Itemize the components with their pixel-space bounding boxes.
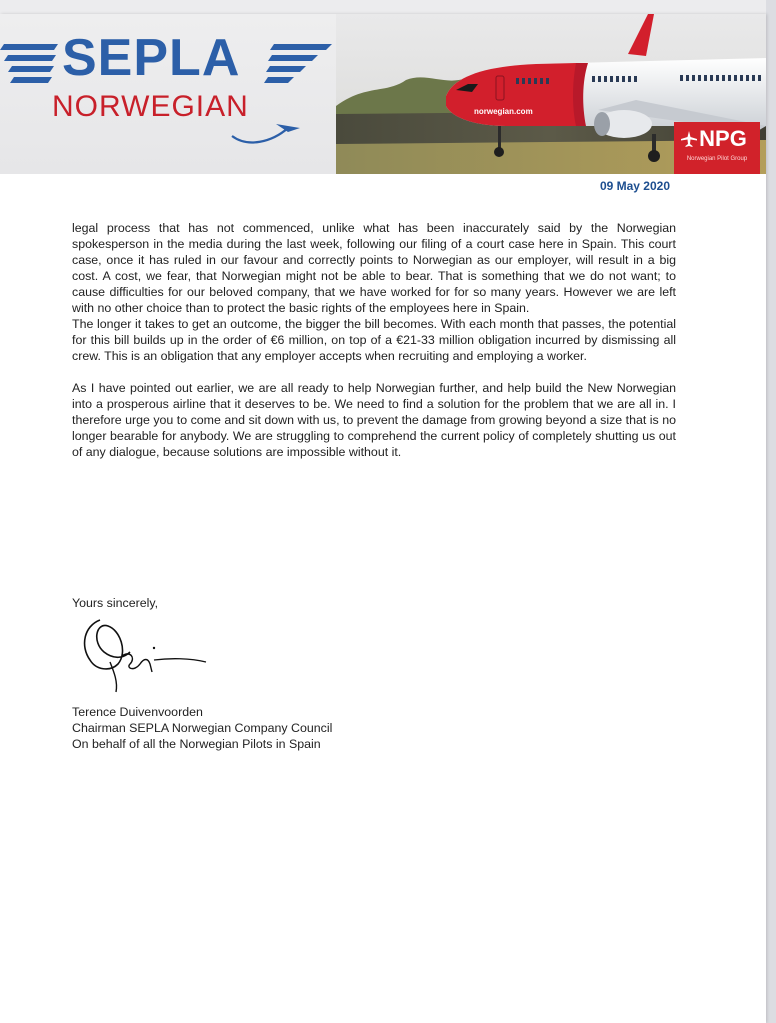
npg-name: NPG	[699, 126, 747, 151]
logo-subtitle: NORWEGIAN	[52, 90, 249, 123]
sepla-norwegian-logo	[0, 28, 340, 148]
npg-badge	[674, 122, 760, 174]
signatory-name: Terence Duivenvoorden	[72, 705, 203, 719]
signature-block	[72, 704, 332, 752]
paragraph: The longer it takes to get an outcome, the bigger the bill becomes. With each month that passes, the potential for this bill builds up in the order of €6 million, on top of a €21-33 million obligation incurred by dismissing all crew. This is an obligation that any employer accepts when recruiting and employing a worker.	[72, 317, 676, 363]
letter-body	[72, 220, 676, 460]
paragraph: As I have pointed out earlier, we are all ready to help Norwegian further, and help build the New Norwegian into a prosperous airline that it deserves to be. We need to find a solution for the problem that we are all in. I therefore urge you to come and sit down with us, to prevent the damage from growing beyond a size that is no longer bearable for anybody. We are struggling to comprehend the current policy of completely shutting us out of any dialogue, because solutions are impossible without it.	[72, 381, 676, 459]
letter-page	[0, 14, 766, 1023]
signatory-on-behalf: On behalf of all the Norwegian Pilots in Spain	[72, 737, 321, 751]
letter-date: 09 May 2020	[599, 179, 670, 193]
letterhead	[0, 14, 766, 174]
livery-text: norwegian.com	[474, 107, 533, 116]
signatory-title: Chairman SEPLA Norwegian Company Council	[72, 721, 333, 735]
paragraph: legal process that has not commenced, unlike what has been inaccurately said by the Norwegian spokesperson in the media during the last week, following our filing of a court case here in Spain. This court case, once it has ruled in our favour and correctly points to Norwegian as our employer, will result in a big cost. A cost, we fear, that Norwegian might not be able to bear. That is something that we do not want; to cause difficulties for our beloved company, that we have worked for for so many years. However we are left with no other choice than to protect the basic rights of the employees here in Spain.	[72, 221, 676, 315]
logo-wordmark: SEPLA	[62, 29, 241, 87]
npg-subtitle: Norwegian Pilot Group	[686, 156, 748, 162]
handwritten-signature	[70, 612, 220, 696]
page-edge	[766, 0, 776, 1023]
logo-plane-swoosh-icon	[228, 114, 308, 148]
closing-salutation: Yours sincerely,	[72, 596, 159, 610]
